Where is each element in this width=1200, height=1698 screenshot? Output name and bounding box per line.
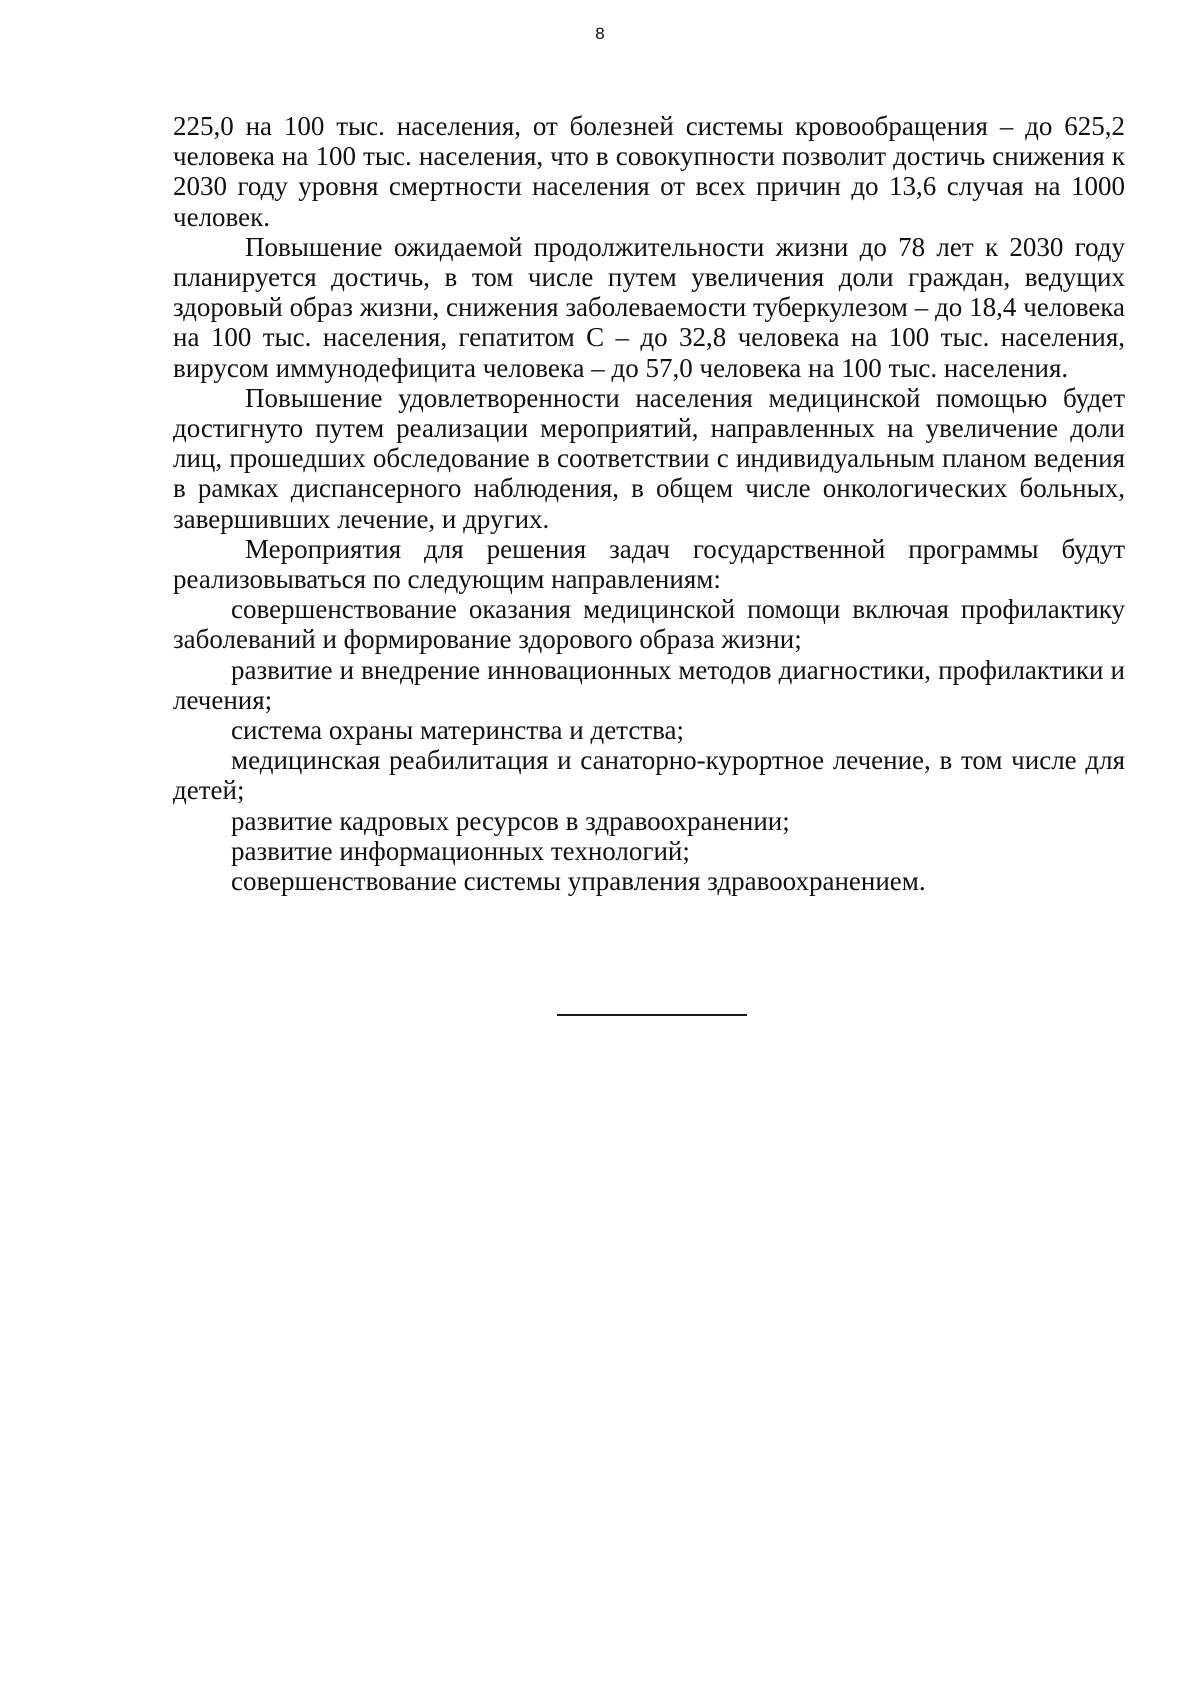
list-item: развитие информационных технологий; — [231, 835, 690, 866]
page-number: 8 — [595, 24, 605, 43]
list-item: совершенствование системы управления здравоохранением. — [231, 866, 926, 897]
list-item: совершенствование оказания медицинской помощи включая профилактику заболеваний и формирование здорового образа жизни; — [173, 594, 1125, 655]
document-body — [173, 111, 1125, 896]
directions-list — [173, 594, 1125, 896]
end-separator-line — [557, 1014, 747, 1016]
paragraph-mortality-targets: 225,0 на 100 тыс. населения, от болезней системы кровообращения – до 625,2 человека на 100 тыс. населения, что в совокупности позволит достичь снижения к 2030 году уровня смертности населения от всех причин до 13,6 случая на 1000 человек. — [173, 111, 1125, 232]
list-item: система охраны материнства и детства; — [231, 715, 684, 746]
list-item: развитие кадровых ресурсов в здравоохранении; — [231, 805, 790, 836]
paragraph-life-expectancy: Повышение ожидаемой продолжительности жизни до 78 лет к 2030 году планируется достичь, в том числе путем увеличения доли граждан, ведущих здоровый образ жизни, снижения заболеваемости туберкулезом – до 18,4 человека на 100 тыс. населения, гепатитом C – до 32,8 человека на 100 тыс. населения, вирусом иммунодефицита человека – до 57,0 человека на 100 тыс. населения. — [173, 231, 1125, 383]
paragraph-measures-intro: Мероприятия для решения задач государственной программы будут реализовываться по следующим направлениям: — [173, 533, 1125, 595]
list-item: медицинская реабилитация и санаторно-курортное лечение, в том числе для детей; — [173, 745, 1125, 806]
list-item: развитие и внедрение инновационных методов диагностики, профилактики и лечения; — [173, 654, 1125, 715]
paragraph-satisfaction: Повышение удовлетворенности населения медицинской помощью будет достигнуто путем реализации мероприятий, направленных на увеличение доли лиц, прошедших обследование в соответствии с индивидуальным планом ведения в рамках диспансерного наблюдения, в общем числе онкологических больных, завершивших лечение, и других. — [173, 382, 1125, 534]
